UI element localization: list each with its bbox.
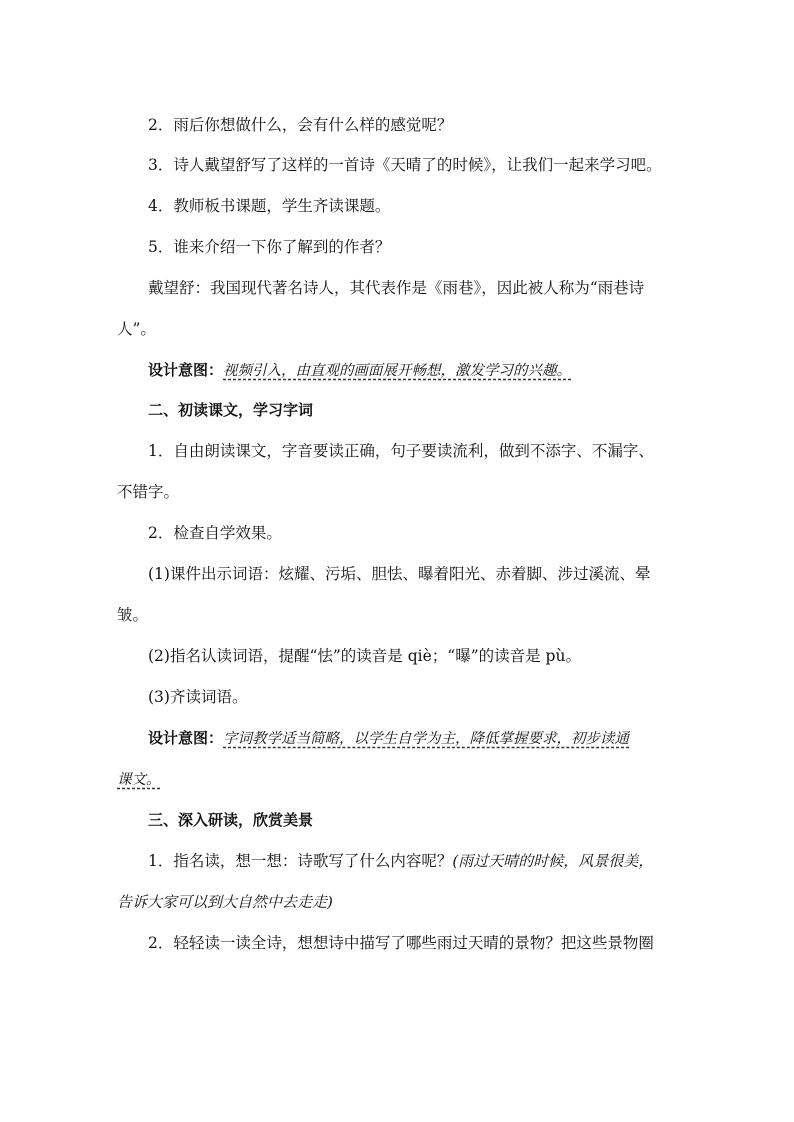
paragraph-line: 2．检查自学效果。	[148, 524, 282, 542]
paragraph-line: 4．教师板书课题，学生齐读课题。	[148, 197, 391, 215]
paragraph-line	[148, 850, 682, 872]
paragraph-line: 人”。	[117, 320, 156, 338]
paragraph-line: 戴望舒：我国现代著名诗人，其代表作是《雨巷》，因此被人称为“雨巷诗	[148, 279, 645, 297]
design-intent-label: 设计意图：	[148, 361, 224, 379]
design-intent-continuation	[117, 768, 682, 791]
design-intent-text: 字词教学适当简略，以学生自学为主，降低掌握要求，初步读通	[223, 731, 630, 747]
paragraph-line: (1)课件出示词语：炫耀、污垢、胆怯、曝着阳光、赤着脚、涉过溪流、晕	[148, 565, 651, 583]
design-intent-label: 设计意图：	[148, 729, 224, 747]
paragraph-line: 2．轻轻读一读全诗，想想诗中描写了哪些雨过天晴的景物？把这些景物圈	[148, 934, 654, 952]
paragraph-line: 皱。	[117, 606, 149, 624]
paragraph-line: (2)指名认读词语，提醒“怯”的读音是 qiè；“曝”的读音是 pù。	[148, 647, 581, 665]
section-heading: 二、初读课文，学习字词	[148, 401, 314, 419]
paragraph-line: 3．诗人戴望舒写了这样的一首诗《天晴了的时候》，让我们一起来学习吧。	[148, 156, 662, 174]
design-intent-paragraph	[148, 359, 682, 382]
design-intent-paragraph	[148, 727, 682, 750]
design-intent-text: 课文。	[117, 772, 161, 788]
paragraph-line: 不错字。	[117, 483, 180, 501]
paragraph-line: (3)齐读词语。	[148, 688, 248, 706]
paragraph-text: 1．指名读，想一想：诗歌写了什么内容呢？	[148, 852, 453, 870]
section-heading: 三、深入研读，欣赏美景	[148, 811, 314, 829]
answer-note: 告诉大家可以到大自然中去走走)	[117, 893, 333, 911]
paragraph-line: 2．雨后你想做什么，会有什么样的感觉呢？	[148, 116, 453, 134]
answer-note: (雨过天晴的时候，风景很美，	[452, 852, 654, 870]
paragraph-line: 5．谁来介绍一下你了解到的作者？	[148, 238, 391, 256]
design-intent-text: 视频引入，由直观的画面展开畅想，激发学习的兴趣。	[223, 363, 572, 379]
paragraph-line	[117, 891, 682, 913]
paragraph-line: 1．自由朗读课文，字音要读正确，句子要读流利，做到不添字、不漏字、	[148, 442, 654, 460]
